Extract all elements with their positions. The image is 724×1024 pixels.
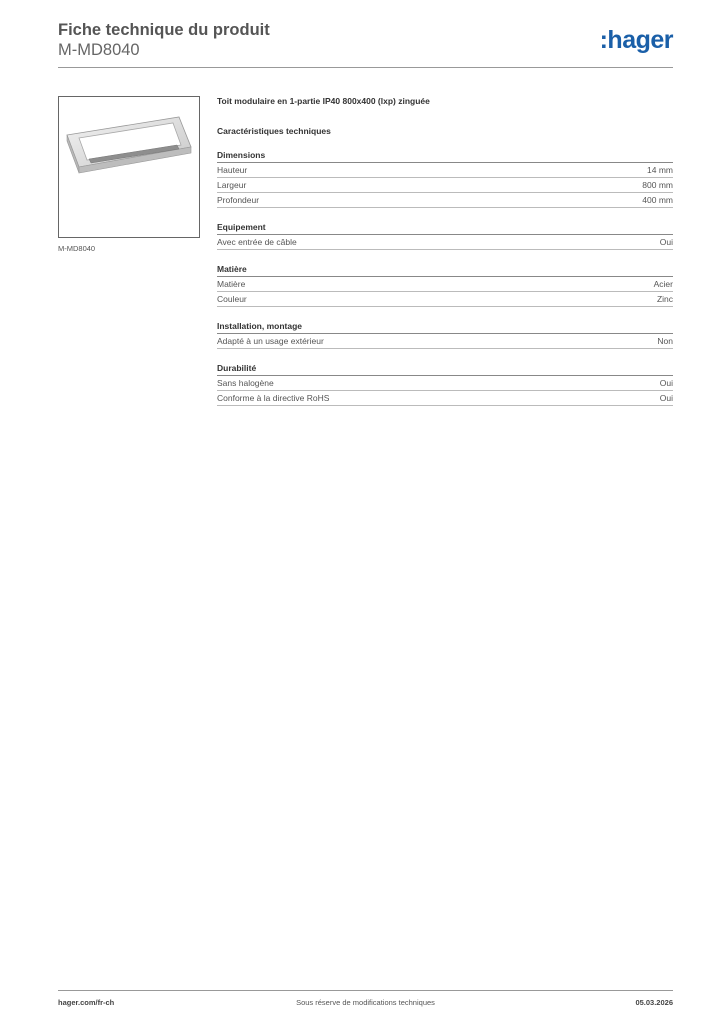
- spec-section-equipment: [217, 222, 673, 250]
- spec-section-dimensions: [217, 150, 673, 208]
- section-title: Installation, montage: [217, 321, 673, 334]
- spec-value: Oui: [659, 393, 673, 403]
- spec-value: Zinc: [656, 294, 673, 304]
- spec-value: Oui: [659, 237, 673, 247]
- spec-label: Conforme à la directive RoHS: [217, 393, 330, 403]
- spec-row: [217, 292, 673, 307]
- section-title: Matière: [217, 264, 673, 277]
- product-image: [58, 96, 200, 238]
- product-roof-panel-illustration: [59, 97, 199, 237]
- spec-value: Non: [657, 336, 673, 346]
- product-code: M-MD8040: [58, 41, 140, 59]
- spec-label: Hauteur: [217, 165, 248, 175]
- footer-date: 05.03.2026: [635, 998, 673, 1007]
- spec-label: Profondeur: [217, 195, 260, 205]
- section-title: Equipement: [217, 222, 673, 235]
- image-caption: M-MD8040: [58, 244, 96, 253]
- spec-row: [217, 277, 673, 292]
- spec-label: Sans halogène: [217, 378, 274, 388]
- spec-label: Largeur: [217, 180, 247, 190]
- spec-row: [217, 376, 673, 391]
- spec-label: Adapté à un usage extérieur: [217, 336, 324, 346]
- spec-value: 400 mm: [642, 195, 673, 205]
- spec-row: [217, 178, 673, 193]
- spec-label: Avec entrée de câble: [217, 237, 297, 247]
- page-header: [58, 20, 673, 60]
- spec-row: [217, 334, 673, 349]
- spec-label: Matière: [217, 279, 246, 289]
- header-divider: [58, 67, 673, 68]
- footer-divider: [58, 990, 673, 991]
- spec-value: 800 mm: [642, 180, 673, 190]
- spec-section-durability: [217, 363, 673, 406]
- product-description: Toit modulaire en 1-partie IP40 800x400 (lxp) zinguée: [217, 96, 430, 106]
- spec-content: [217, 96, 673, 406]
- page-title: Fiche technique du produit: [58, 21, 270, 39]
- hager-logo: :hager: [599, 26, 673, 54]
- spec-row: [217, 193, 673, 208]
- spec-row: [217, 163, 673, 178]
- footer-website-link[interactable]: hager.com/fr-ch: [58, 998, 115, 1007]
- spec-section-material: [217, 264, 673, 307]
- section-title: Durabilité: [217, 363, 673, 376]
- spec-value: Acier: [653, 279, 673, 289]
- spec-value: 14 mm: [647, 165, 673, 175]
- spec-row: [217, 391, 673, 406]
- footer-disclaimer: Sous réserve de modifications techniques: [296, 998, 435, 1007]
- section-title: Dimensions: [217, 150, 673, 163]
- spec-section-installation: [217, 321, 673, 349]
- spec-row: [217, 235, 673, 250]
- spec-label: Couleur: [217, 294, 247, 304]
- spec-heading: Caractéristiques techniques: [217, 126, 331, 136]
- spec-value: Oui: [659, 378, 673, 388]
